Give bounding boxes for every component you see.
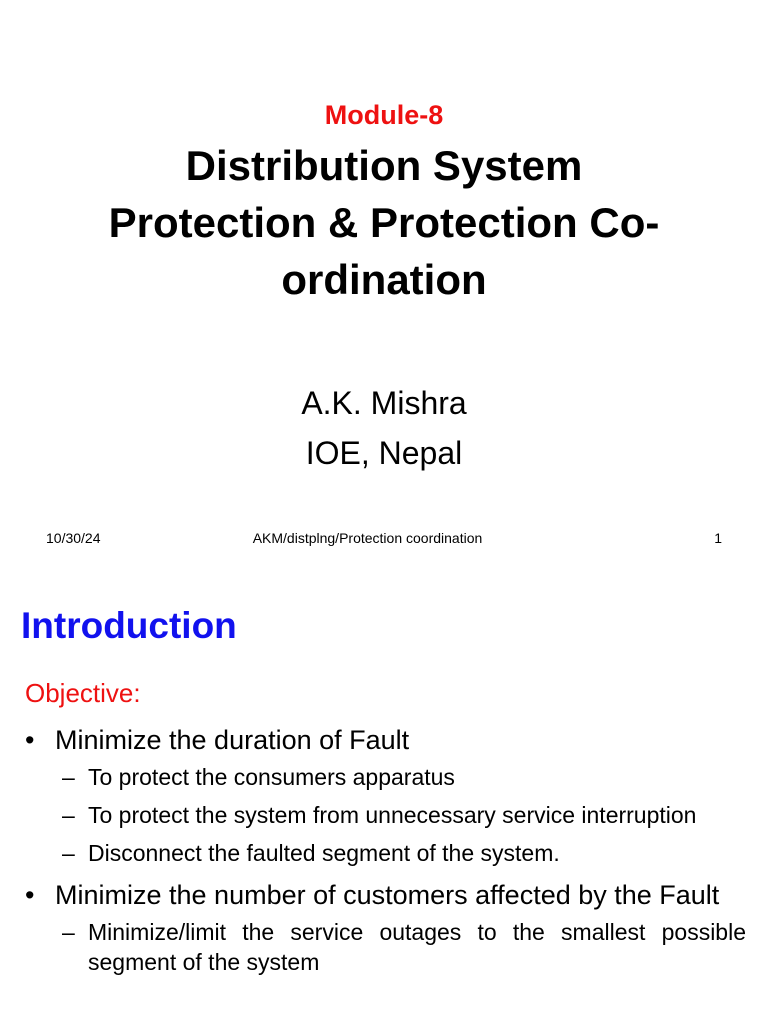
footer-text: AKM/distplng/Protection coordination — [252, 530, 483, 546]
bullet-item — [24, 722, 746, 758]
sub-bullet-item — [24, 762, 746, 792]
title-line: ordination — [281, 256, 487, 303]
sub-bullet-item — [24, 917, 746, 977]
module-label: Module-8 — [324, 100, 444, 130]
sub-bullet-text: To protect the system from unnecessary service interruption — [88, 802, 697, 828]
bullet-icon: • — [25, 880, 35, 910]
slide-title — [40, 137, 728, 308]
title-line: Distribution System — [185, 142, 583, 189]
sub-bullet-text: Disconnect the faulted segment of the system. — [88, 840, 560, 866]
sub-bullet-item — [24, 838, 746, 868]
bullet-text: Minimize the duration of Fault — [55, 725, 410, 755]
bullet-icon: • — [25, 725, 35, 755]
dash-icon: – — [62, 764, 75, 790]
dash-icon: – — [62, 840, 75, 866]
bullet-list — [24, 722, 746, 985]
footer-page-number: 1 — [714, 530, 722, 546]
sub-bullet-item — [24, 800, 746, 830]
objective-label: Objective: — [25, 678, 141, 708]
introduction-slide — [0, 560, 768, 1024]
author-affiliation: IOE, Nepal — [305, 435, 463, 471]
dash-icon: – — [62, 919, 75, 945]
sub-bullet-text: Minimize/limit the service outages to the smallest possible segment of the system — [88, 919, 746, 975]
author-name: A.K. Mishra — [301, 385, 467, 421]
sub-bullet-text: To protect the consumers apparatus — [88, 764, 455, 790]
slide-heading: Introduction — [21, 605, 237, 646]
dash-icon: – — [62, 802, 75, 828]
bullet-text: Minimize the number of customers affected by the Fault — [55, 880, 720, 910]
bullet-item — [24, 877, 746, 913]
title-line: Protection & Protection Co- — [108, 199, 660, 246]
footer-date: 10/30/24 — [46, 530, 101, 546]
